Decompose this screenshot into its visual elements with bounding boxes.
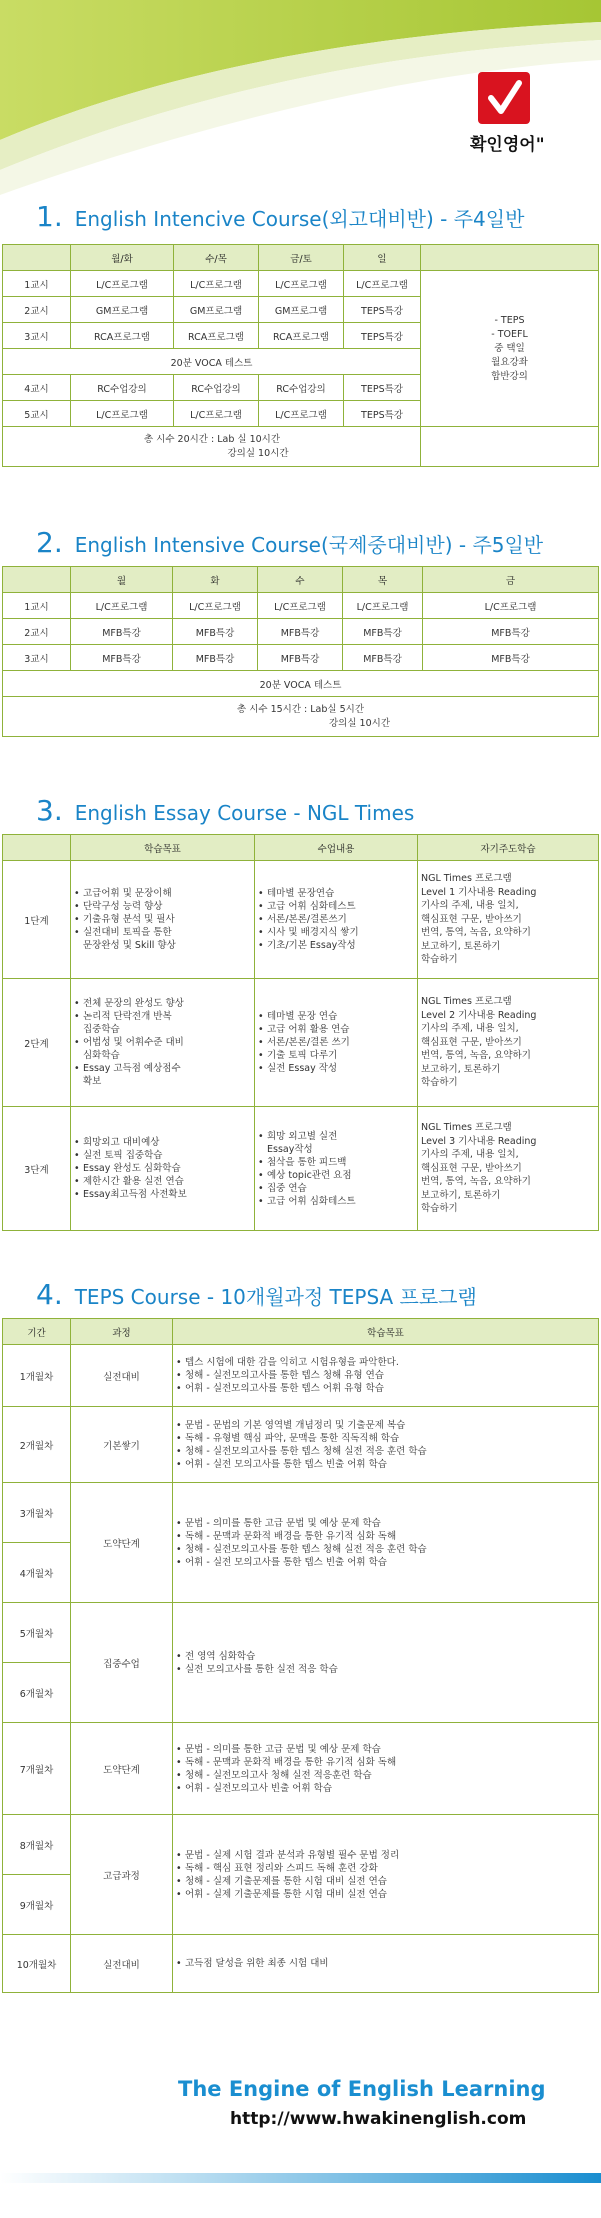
list-item: • 기출유형 분석 및 필사 [74, 913, 251, 926]
col-header: 월 [71, 567, 173, 593]
table-row: 5교시 L/C프로그램 L/C프로그램 L/C프로그램 TEPS특강 [3, 401, 599, 427]
list-item: • 청해 - 실제 기출문제를 통한 시험 대비 실전 연습 [176, 1875, 595, 1888]
list-item: • 고급 어휘 심화테스트 [258, 900, 414, 913]
list-item: • Essay 완성도 심화학습 [74, 1162, 251, 1175]
list-item: • 고급 어휘 심화테스트 [258, 1195, 414, 1208]
goal-list [74, 997, 251, 1088]
list-item: • 제한시간 활용 실전 연습 [74, 1175, 251, 1188]
list-item: • 실전 모의고사를 통한 실전 적응 학습 [176, 1663, 595, 1676]
table-row: 9개월차 [3, 1875, 599, 1935]
table-row: 1개월차 실전대비 • 텝스 시험에 대한 감을 익히고 시험유형을 파악한다. • 청해 - 실전모의고사를 통한 텝스 청해 유형 연습 • 어휘 - 실전모의고사를 통한 텝스 어휘 유형 학습 [3, 1345, 599, 1407]
goal-list [176, 1419, 595, 1471]
list-item: • 고득점 달성을 위한 최종 시험 대비 [176, 1957, 595, 1970]
list-item: • 청해 - 실전모의고사 청해 실전 적응훈련 학습 [176, 1769, 595, 1782]
list-item: • 어법성 및 어휘수준 대비 심화학습 [74, 1036, 251, 1062]
col-header: 수/목 [174, 245, 259, 271]
list-item: • 테마별 문장 연습 [258, 1010, 414, 1023]
list-item: • 청해 - 실전모의고사를 통한 텝스 청해 실전 적응 훈련 학습 [176, 1445, 595, 1458]
list-item: • 희망외고 대비예상 [74, 1136, 251, 1149]
self-study-text: NGL Times 프로그램 Level 1 기사내용 Reading 기사의 주제, 내용 일치, 핵심표현 구문, 받아쓰기 번역, 통역, 녹음, 요약하기 보고하기, 토론하기 학습하기 [421, 873, 537, 966]
essay-course-table [2, 834, 599, 1231]
list-item: • 테마별 문장연습 [258, 887, 414, 900]
table-row: 3단계 • 희망외고 대비예상 • 실전 토픽 집중학습 • Essay 완성도 심화학습 • 제한시간 활용 실전 연습 • Essay최고득점 사전확보 • 희망 외고별 실전 Essay작성 • 첨삭을 통한 피드백 • 예상 topic관련 요점 • 집중 연습 • 고급 어휘 심화테스트 NGL Times 프로그램 Level 3 기사내용 Reading 기사의 주제, 내용 일치, 핵심표현 구문, 받아쓰기 번역, 통역, 녹음, 요약하기 보고하기, 토론하기 학습하기 [3, 1107, 599, 1231]
goal-list [176, 1650, 595, 1676]
total-hours-row: 총 시수 15시간 : Lab실 5시간 강의실 10시간 [3, 697, 599, 737]
col-header: 수 [258, 567, 343, 593]
list-item: • 독해 - 문맥과 문화적 배경을 통한 유기적 심화 독해 [176, 1756, 595, 1769]
option-note: - TEPS - TOEFL 중 택일 월요강좌 합반강의 [421, 271, 599, 427]
content-list [258, 887, 414, 952]
list-item: • 희망 외고별 실전 Essay작성 [258, 1130, 414, 1156]
table-row: 5개월차 집중수업 • 전 영역 심화학습 • 실전 모의고사를 통한 실전 적응 학습 [3, 1603, 599, 1663]
col-header: 자기주도학습 [418, 835, 599, 861]
list-item: • 단락구성 능력 향상 [74, 900, 251, 913]
voca-row: 20분 VOCA 테스트 [3, 671, 599, 697]
section-2-title: 2. English Intensive Course(국제중대비반) - 주5일반 [36, 526, 544, 559]
table-row: 1교시 L/C프로그램 L/C프로그램 L/C프로그램 L/C프로그램 - TEPS - TOEFL 중 택일 월요강좌 합반강의 [3, 271, 599, 297]
intensive-4day-table [2, 244, 599, 467]
col-header: 학습목표 [71, 835, 255, 861]
table-row: 3교시 RCA프로그램 RCA프로그램 RCA프로그램 TEPS특강 [3, 323, 599, 349]
goal-list [176, 1743, 595, 1795]
col-header: 화 [173, 567, 258, 593]
list-item: • 어휘 - 실전 모의고사를 통한 텝스 빈출 어휘 학습 [176, 1556, 595, 1569]
section-3-title: 3. English Essay Course - NGL Times [36, 794, 415, 827]
list-item: • 독해 - 문맥과 문화적 배경을 통한 유기적 심화 독해 [176, 1530, 595, 1543]
list-item: • 텝스 시험에 대한 감을 익히고 시험유형을 파악한다. [176, 1356, 595, 1369]
list-item: • 어휘 - 실전모의고사를 통한 텝스 어휘 유형 학습 [176, 1382, 595, 1395]
brand-logo [478, 72, 530, 124]
table-row: 2단계 • 전체 문장의 완성도 향상 • 논리적 단락전개 반복 집중학습 • 어법성 및 어휘수준 대비 심화학습 • Essay 고득점 예상점수 확보 • 테마별 문장 연습 • 고급 어휘 활용 연습 • 서론/본론/결론 쓰기 • 기출 토픽 다루기 • 실전 Essay 작성 NGL Times 프로그램 Level 2 기사내용 Reading 기사의 주제, 내용 일치, 핵심표현 구문, 받아쓰기 번역, 통역, 녹음, 요약하기 보고하기, 토론하기 학습하기 [3, 979, 599, 1107]
website-url[interactable]: http://www.hwakinenglish.com [230, 2109, 527, 2129]
list-item: • Essay 고득점 예상점수 확보 [74, 1062, 251, 1088]
list-item: • 집중 연습 [258, 1182, 414, 1195]
col-header: 일 [344, 245, 421, 271]
voca-row: 20분 VOCA 테스트 [3, 349, 599, 375]
col-header: 기간 [3, 1319, 71, 1345]
list-item: • 청해 - 실전모의고사를 통한 텝스 청해 실전 적응 훈련 학습 [176, 1543, 595, 1556]
col-header: 월/화 [71, 245, 174, 271]
footer-bar [0, 2173, 601, 2183]
table-row: 10개월차 실전대비 • 고득점 달성을 위한 최종 시험 대비 [3, 1935, 599, 1993]
col-header: 목 [343, 567, 423, 593]
brand-name: 확인영어" [470, 135, 545, 155]
list-item: • 어휘 - 실제 기출문제를 통한 시험 대비 실전 연습 [176, 1888, 595, 1901]
table-row: 2개월차 기본쌓기 • 문법 - 문법의 기본 영역별 개념정리 및 기출문제 복습 • 독해 - 유형별 핵심 파악, 문맥을 통한 직독직해 학습 • 청해 - 실전모의고사를 통한 텝스 청해 실전 적응 훈련 학습 • 어휘 - 실전 모의고사를 통한 텝스 빈출 어휘 학습 [3, 1407, 599, 1483]
table-row: 3교시 MFB특강 MFB특강 MFB특강 MFB특강 MFB특강 [3, 645, 599, 671]
list-item: • 실전대비 토픽을 통한 문장완성 및 Skill 향상 [74, 926, 251, 952]
list-item: • 시사 및 배경지식 쌓기 [258, 926, 414, 939]
list-item: • 실전 Essay 작성 [258, 1062, 414, 1075]
goal-list [176, 1849, 595, 1901]
list-item: • 독해 - 핵심 표현 정리와 스피드 독해 훈련 강화 [176, 1862, 595, 1875]
list-item: • 어휘 - 실전 모의고사를 통한 텝스 빈출 어휘 학습 [176, 1458, 595, 1471]
col-header: 금/토 [259, 245, 344, 271]
table-row: 4교시 RC수업강의 RC수업강의 RC수업강의 TEPS특강 [3, 375, 599, 401]
intensive-5day-table [2, 566, 599, 737]
table-row: 7개월차 도약단계 • 문법 - 의미를 통한 고급 문법 및 예상 문제 학습 • 독해 - 문맥과 문화적 배경을 통한 유기적 심화 독해 • 청해 - 실전모의고사 청해 실전 적응훈련 학습 • 어휘 - 실전모의고사 빈출 어휘 학습 [3, 1723, 599, 1815]
list-item: • 기초/기본 Essay작성 [258, 939, 414, 952]
list-item: • 서론/본론/결론 쓰기 [258, 1036, 414, 1049]
col-header: 학습목표 [173, 1319, 599, 1345]
list-item: • 첨삭을 통한 피드백 [258, 1156, 414, 1169]
list-item: • 고급어휘 및 문장이해 [74, 887, 251, 900]
col-header: 과정 [71, 1319, 173, 1345]
self-study-text: NGL Times 프로그램 Level 2 기사내용 Reading 기사의 주제, 내용 일치, 핵심표현 구문, 받아쓰기 번역, 통역, 녹음, 요약하기 보고하기, 토론하기 학습하기 [421, 996, 537, 1089]
list-item: • 전 영역 심화학습 [176, 1650, 595, 1663]
content-list [258, 1010, 414, 1075]
checkmark-icon [478, 72, 530, 124]
table-row: 2교시 GM프로그램 GM프로그램 GM프로그램 TEPS특강 [3, 297, 599, 323]
table-row: 8개월차 고급과정 • 문법 - 실제 시험 결과 분석과 유형별 필수 문법 정리 • 독해 - 핵심 표현 정리와 스피드 독해 훈련 강화 • 청해 - 실제 기출문제를 통한 시험 대비 실전 연습 • 어휘 - 실제 기출문제를 통한 시험 대비 실전 연습 [3, 1815, 599, 1875]
goal-list [176, 1356, 595, 1395]
list-item: • 문법 - 의미를 통한 고급 문법 및 예상 문제 학습 [176, 1517, 595, 1530]
list-item: • 전체 문장의 완성도 향상 [74, 997, 251, 1010]
list-item: • 논리적 단락전개 반복 집중학습 [74, 1010, 251, 1036]
teps-course-table [2, 1318, 599, 1993]
list-item: • 문법 - 문법의 기본 영역별 개념정리 및 기출문제 복습 [176, 1419, 595, 1432]
list-item: • 청해 - 실전모의고사를 통한 텝스 청해 유형 연습 [176, 1369, 595, 1382]
goal-list [176, 1957, 595, 1970]
list-item: • 문법 - 실제 시험 결과 분석과 유형별 필수 문법 정리 [176, 1849, 595, 1862]
table-row: 3개월차 도약단계 • 문법 - 의미를 통한 고급 문법 및 예상 문제 학습 • 독해 - 문맥과 문화적 배경을 통한 유기적 심화 독해 • 청해 - 실전모의고사를 통한 텝스 청해 실전 적응 훈련 학습 • 어휘 - 실전 모의고사를 통한 텝스 빈출 어휘 학습 [3, 1483, 599, 1543]
goal-list [176, 1517, 595, 1569]
list-item: • 예상 topic관련 요점 [258, 1169, 414, 1182]
list-item: • 고급 어휘 활용 연습 [258, 1023, 414, 1036]
list-item: • 실전 토픽 집중학습 [74, 1149, 251, 1162]
tagline: The Engine of English Learning [178, 2077, 546, 2101]
section-1-title: 1. English Intencive Course(외고대비반) - 주4일반 [36, 200, 525, 233]
list-item: • 어휘 - 실전모의고사 빈출 어휘 학습 [176, 1782, 595, 1795]
table-row: 6개월차 [3, 1663, 599, 1723]
goal-list [74, 1136, 251, 1201]
table-row: 1교시 L/C프로그램 L/C프로그램 L/C프로그램 L/C프로그램 L/C프로그램 [3, 593, 599, 619]
self-study-text: NGL Times 프로그램 Level 3 기사내용 Reading 기사의 주제, 내용 일치, 핵심표현 구문, 받아쓰기 번역, 통역, 녹음, 요약하기 보고하기, 토론하기 학습하기 [421, 1122, 537, 1215]
table-row: 2교시 MFB특강 MFB특강 MFB특강 MFB특강 MFB특강 [3, 619, 599, 645]
list-item: • 기출 토픽 다루기 [258, 1049, 414, 1062]
col-header: 수업내용 [255, 835, 418, 861]
section-4-title: 4. TEPS Course - 10개월과정 TEPSA 프로그램 [36, 1278, 477, 1311]
content-list [258, 1130, 414, 1208]
goal-list [74, 887, 251, 952]
list-item: • 서론/본론/결론쓰기 [258, 913, 414, 926]
table-row: 4개월차 [3, 1543, 599, 1603]
total-hours-row: 총 시수 20시간 : Lab 실 10시간 강의실 10시간 [3, 427, 599, 467]
table-row: 1단계 • 고급어휘 및 문장이해 • 단락구성 능력 향상 • 기출유형 분석 및 필사 • 실전대비 토픽을 통한 문장완성 및 Skill 향상 • 테마별 문장연습 • 고급 어휘 심화테스트 • 서론/본론/결론쓰기 • 시사 및 배경지식 쌓기 • 기초/기본 Essay작성 NGL Times 프로그램 Level 1 기사내용 Reading 기사의 주제, 내용 일치, 핵심표현 구문, 받아쓰기 번역, 통역, 녹음, 요약하기 보고하기, 토론하기 학습하기 [3, 861, 599, 979]
list-item: • Essay최고득점 사전확보 [74, 1188, 251, 1201]
col-header: 금 [423, 567, 599, 593]
list-item: • 문법 - 의미를 통한 고급 문법 및 예상 문제 학습 [176, 1743, 595, 1756]
list-item: • 독해 - 유형별 핵심 파악, 문맥을 통한 직독직해 학습 [176, 1432, 595, 1445]
